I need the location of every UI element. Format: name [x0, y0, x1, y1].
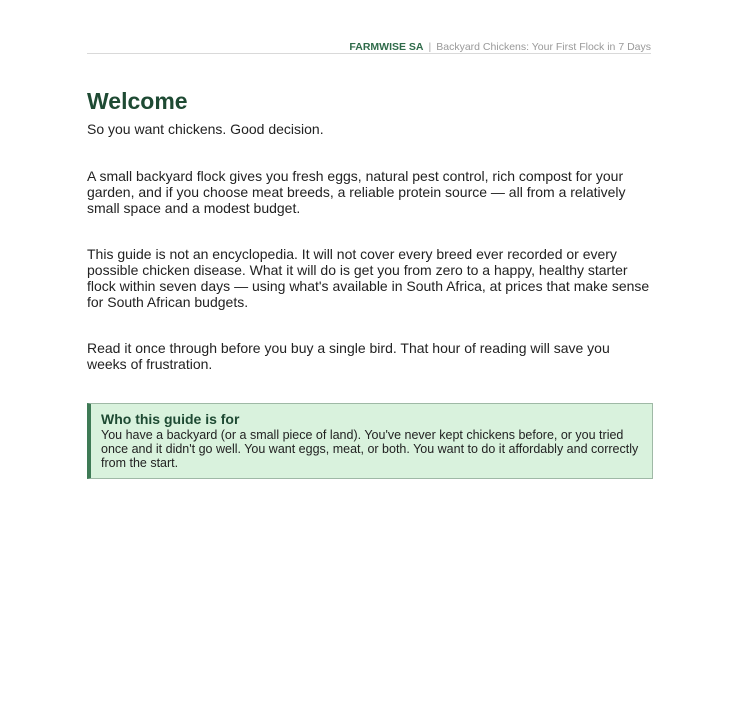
body-paragraph-advice: Read it once through before you buy a single bird. That hour of reading will save you weeks of frustration.	[87, 340, 610, 372]
body-paragraph-benefits: A small backyard flock gives you fresh eggs, natural pest control, rich compost for your garden, and if you choose meat breeds, a reliable protein source — all from a relatively small space and a modest budget.	[87, 168, 626, 216]
header-separator: |	[428, 41, 432, 53]
document-title: Backyard Chickens: Your First Flock in 7 Days	[436, 41, 651, 53]
callout-body: You have a backyard (or a small piece of land). You've never kept chickens before, or you tried once and it didn't go well. You want eggs, meat, or both. You want to do it affordably and correctly from the start.	[101, 428, 639, 470]
intro-paragraph: So you want chickens. Good decision.	[87, 121, 324, 137]
body-paragraph-scope: This guide is not an encyclopedia. It will not cover every breed ever recorded or every possible chicken disease. What it will do is get you from zero to a happy, healthy starter flock within seven days — using what's available in South Africa, at prices that make sense for South African budgets.	[87, 246, 650, 310]
brand-name: FARMWISE SA	[349, 41, 424, 53]
audience-callout-box	[87, 403, 653, 479]
running-header	[87, 41, 651, 54]
section-heading: Welcome	[87, 88, 188, 114]
callout-title: Who this guide is for	[101, 411, 240, 427]
